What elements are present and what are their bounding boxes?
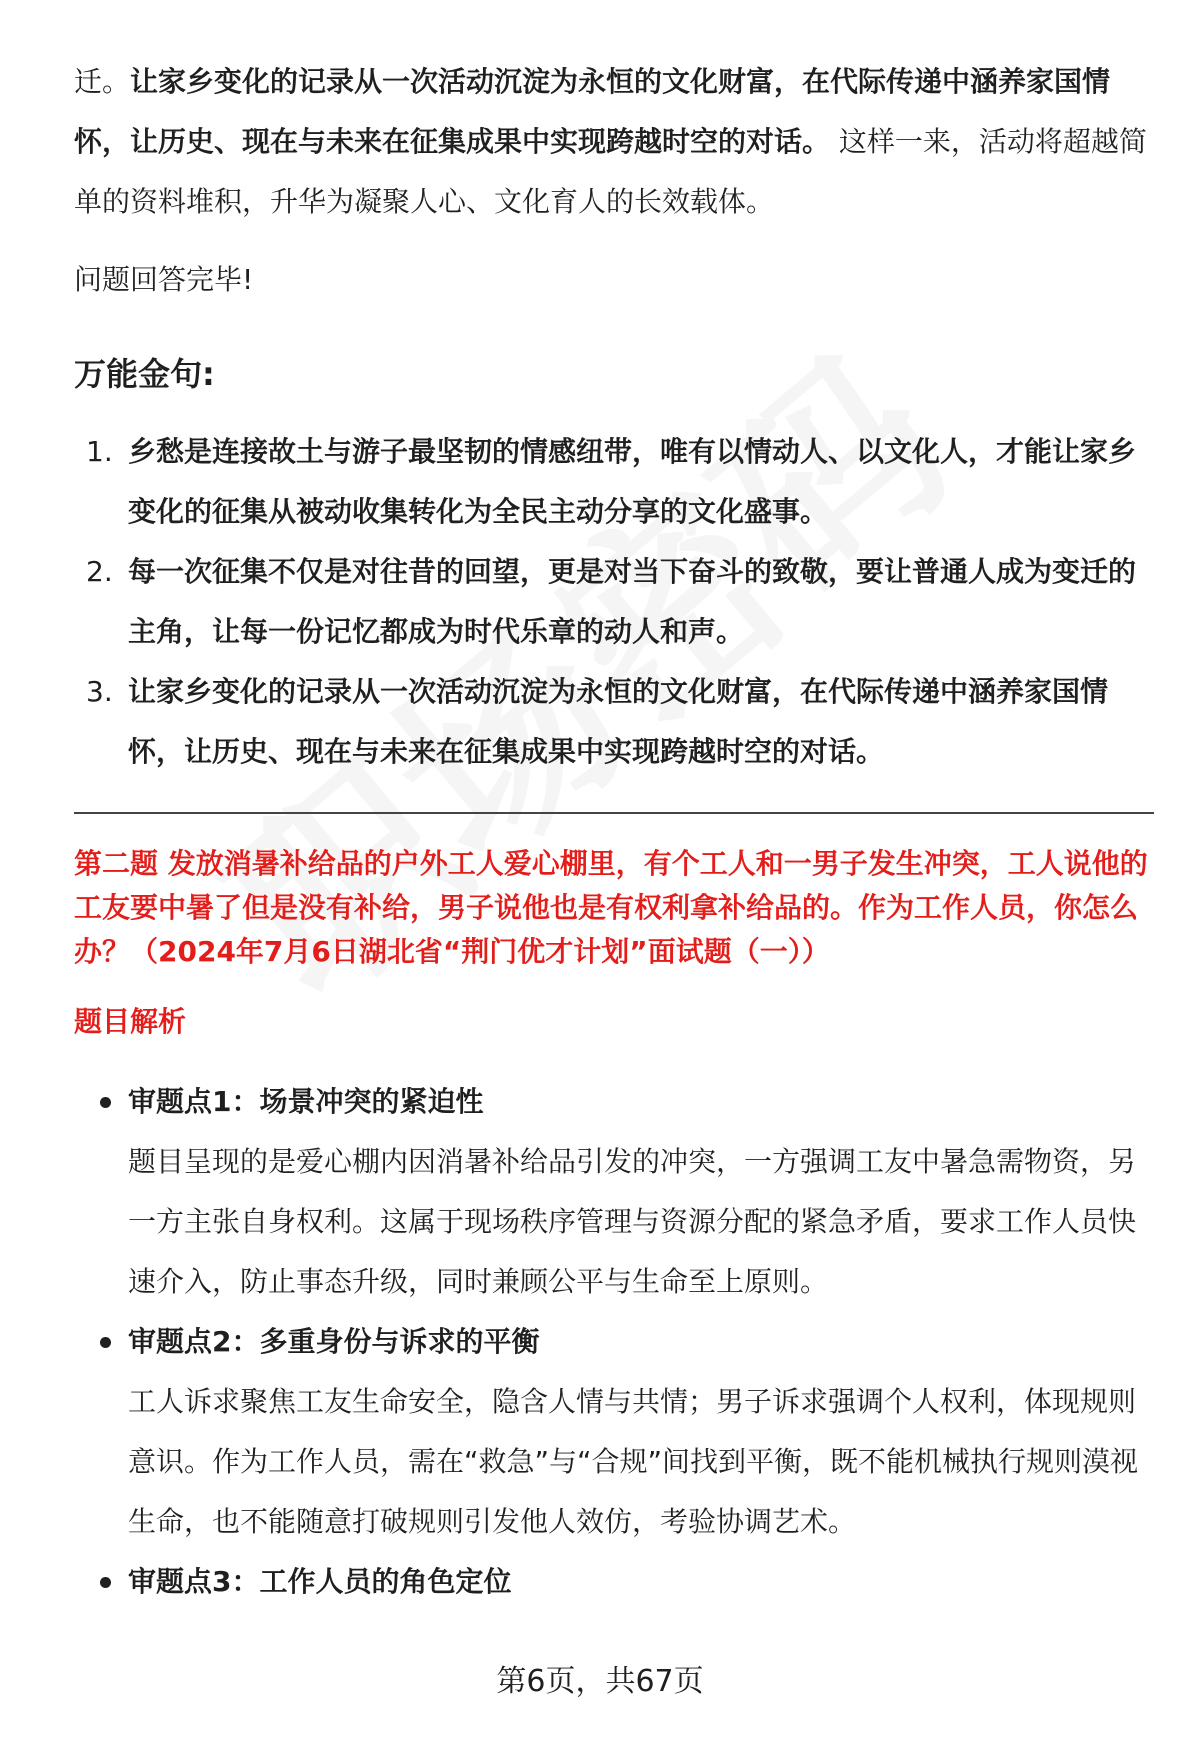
question-title: 第二题 发放消暑补给品的户外工人爱心棚里，有个工人和一男子发生冲突，工人说他的工友要中暑了但是没有补给，男子说他也是有权利拿补给品的。作为工作人员，你怎么办？（2024年7月6日湖北省“荆门优才计划”面试题（一）） bbox=[74, 847, 1148, 968]
point-description: 题目呈现的是爱心棚内因消暑补给品引发的冲突，一方强调工友中暑急需物资，另一方主张自身权利。这属于现场秩序管理与资源分配的紧急矛盾，要求工作人员快速介入，防止事态升级，同时兼顾公平与生命至上原则。 bbox=[128, 1145, 1137, 1298]
list-item bbox=[74, 662, 1154, 782]
point-description: 工人诉求聚焦工友生命安全，隐含人情与共情；男子诉求强调个人权利，体现规则意识。作为工作人员，需在“救急”与“合规”间找到平衡，既不能机械执行规则漠视生命，也不能随意打破规则引发他人效仿，考验协调艺术。 bbox=[128, 1385, 1139, 1538]
list-item bbox=[74, 1072, 1154, 1312]
intro-paragraph bbox=[74, 52, 1154, 232]
quote-text: 乡愁是连接故土与游子最坚韧的情感纽带，唯有以情动人、以文化人，才能让家乡变化的征集从被动收集转化为全民主动分享的文化盛事。 bbox=[128, 435, 1137, 528]
intro-bold: 让家乡变化的记录从一次活动沉淀为永恒的文化财富，在代际传递中涵养家国情怀，让历史、现在与未来在征集成果中实现跨越时空的对话。 bbox=[74, 65, 1111, 158]
quotes-list bbox=[74, 422, 1154, 782]
quote-text: 每一次征集不仅是对往昔的回望，更是对当下奋斗的致敬，要让普通人成为变迁的主角，让每一份记忆都成为时代乐章的动人和声。 bbox=[128, 555, 1137, 648]
list-number: 1. bbox=[86, 435, 113, 468]
point-title: 审题点2：多重身份与诉求的平衡 bbox=[128, 1325, 540, 1358]
list-item bbox=[74, 1552, 1154, 1612]
list-item bbox=[74, 422, 1154, 542]
bullet-icon bbox=[100, 1097, 111, 1108]
page-content bbox=[74, 52, 1154, 1612]
list-number: 2. bbox=[86, 555, 113, 588]
analysis-heading: 题目解析 bbox=[74, 1005, 187, 1038]
list-number: 3. bbox=[86, 675, 113, 708]
quotes-heading: 万能金句: bbox=[74, 355, 215, 393]
intro-lead: 迁。 bbox=[74, 65, 131, 98]
list-item bbox=[74, 1312, 1154, 1552]
page-footer: 第6页，共67页 bbox=[496, 1664, 704, 1699]
intro-tail: 这样一来，活动将超越简单的资料堆积，升华为凝聚人心、文化育人的长效载体。 bbox=[74, 125, 1147, 218]
list-item bbox=[74, 542, 1154, 662]
point-title: 审题点3：工作人员的角色定位 bbox=[128, 1565, 512, 1598]
bullet-icon bbox=[100, 1577, 111, 1588]
bullet-icon bbox=[100, 1337, 111, 1348]
point-title: 审题点1：场景冲突的紧迫性 bbox=[128, 1085, 484, 1118]
section-divider bbox=[74, 812, 1154, 814]
closing-line: 问题回答完毕! bbox=[74, 263, 254, 296]
quote-text: 让家乡变化的记录从一次活动沉淀为永恒的文化财富，在代际传递中涵养家国情怀，让历史、现在与未来在征集成果中实现跨越时空的对话。 bbox=[128, 675, 1109, 768]
analysis-points bbox=[74, 1072, 1154, 1612]
